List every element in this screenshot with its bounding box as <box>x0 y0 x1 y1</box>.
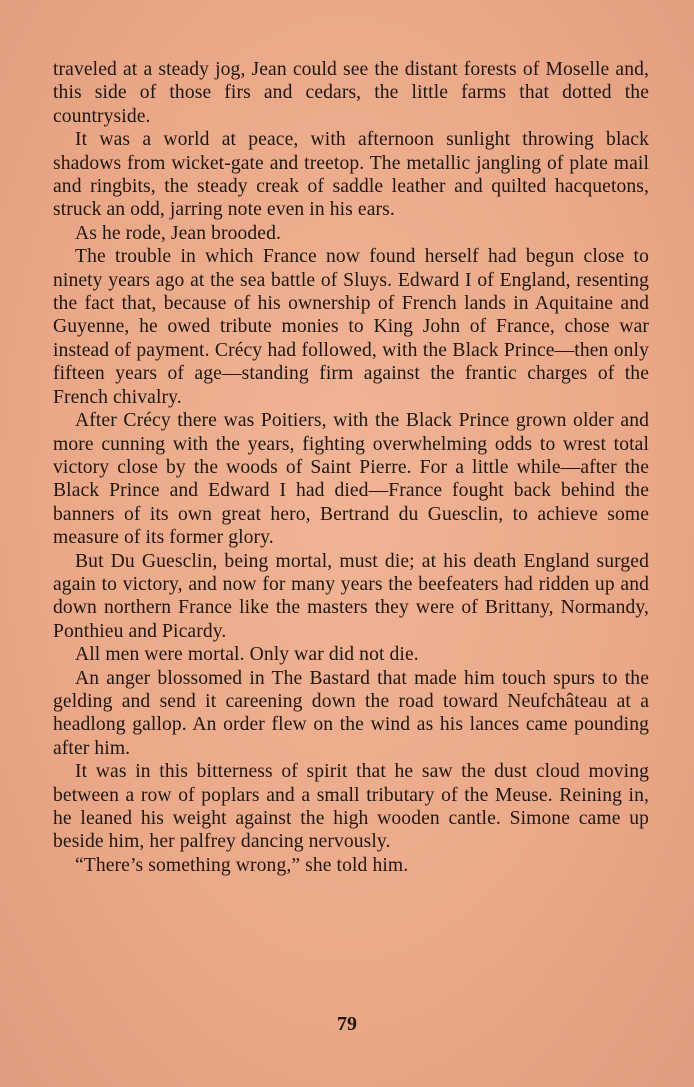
paragraph: After Crécy there was Poitiers, with the Black Prince grown older and more cunning with the years, fighting overwhelming odds to wrest total victory close by the woods of Saint Pierre. For a little while—after the Black Prince and Edward I had died—France fought back behind the banners of its own great hero, Bertrand du Guesclin, to achieve some measure of its former glory. <box>53 410 649 549</box>
paragraph: All men were mortal. Only war did not die. <box>75 644 419 666</box>
paragraph: But Du Guesclin, being mortal, must die; at his death England surged again to victory, and now for many years the beefeaters had ridden up and down northern France like the masters they were of Brittany, Normandy, Ponthieu and Picardy. <box>53 550 649 642</box>
paragraph: As he rode, Jean brooded. <box>75 222 281 244</box>
paragraph: It was in this bitterness of spirit that he saw the dust cloud moving between a row of poplars and a small tributary of the Meuse. Reining in, he leaned his weight against the high wooden cantle. Simone came up beside him, her palfrey dancing nervously. <box>53 761 649 853</box>
body-text <box>53 58 649 877</box>
page-number: 79 <box>337 1013 357 1035</box>
paragraph: traveled at a steady jog, Jean could see the distant forests of Moselle and, this side of those firs and cedars, the little farms that dotted the countryside. <box>53 59 649 127</box>
paragraph: It was a world at peace, with afternoon sunlight throwing black shadows from wicket-gate and treetop. The metallic jangling of plate mail and ringbits, the steady creak of saddle leather and quilted hacquetons, struck an odd, jarring note even in his ears. <box>53 129 649 221</box>
paragraph: An anger blossomed in The Bastard that made him touch spurs to the gelding and send it careening down the road toward Neufchâteau at a headlong gallop. An order flew on the wind as his lances came pounding after him. <box>53 667 649 759</box>
paragraph: The trouble in which France now found herself had begun close to ninety years ago at the sea battle of Sluys. Edward I of England, resenting the fact that, because of his ownership of French lands in Aquitaine and Guyenne, he owed tribute monies to King John of France, chose war instead of payment. Crécy had followed, with the Black Prince—then only fifteen years of age—standing firm against the frantic charges of the French chivalry. <box>53 246 649 408</box>
paragraph: “There’s something wrong,” she told him. <box>75 854 409 876</box>
